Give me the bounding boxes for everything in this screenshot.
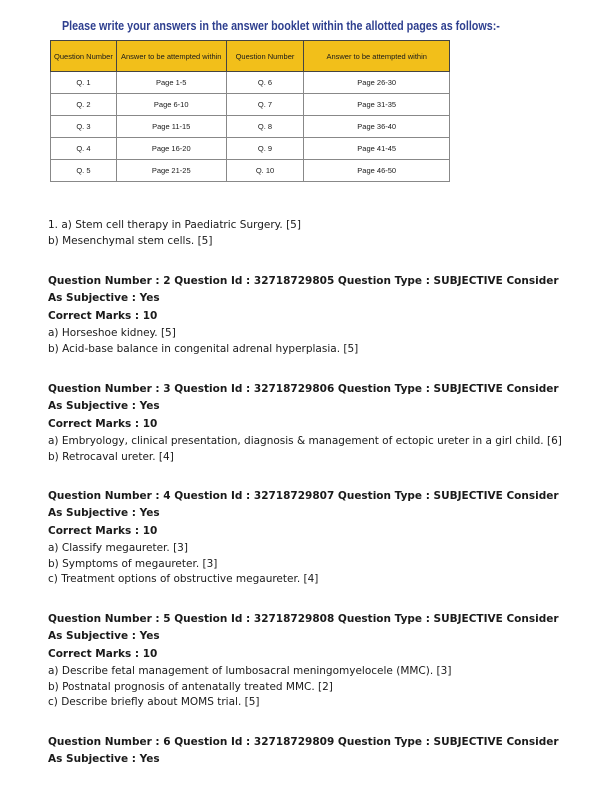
question-3	[48, 381, 568, 465]
table-row	[51, 94, 450, 116]
question-part: a) Horseshoe kidney. [5]	[48, 327, 176, 339]
table-cell: Q. 4	[51, 138, 117, 160]
header-answer-pages: Answer to be attempted within	[116, 41, 226, 72]
question-6	[48, 734, 568, 767]
table-cell: Q. 2	[51, 94, 117, 116]
question-part: 1. a) Stem cell therapy in Paediatric Surgery. [5]	[48, 219, 301, 231]
table-cell: Q. 9	[226, 138, 304, 160]
header-answer-pages: Answer to be attempted within	[304, 41, 450, 72]
table-cell: Page 36-40	[304, 116, 450, 138]
question-part: b) Retrocaval ureter. [4]	[48, 450, 174, 463]
question-1	[48, 218, 301, 249]
correct-marks: Correct Marks : 10	[48, 525, 158, 537]
table-cell: Page 26-30	[304, 72, 450, 94]
table-cell: Q. 1	[51, 72, 117, 94]
table-row	[51, 72, 450, 94]
allocation-table-header	[51, 41, 450, 72]
table-cell: Page 31-35	[304, 94, 450, 116]
question-part: a) Describe fetal management of lumbosacral meningomyelocele (MMC). [3]	[48, 665, 452, 677]
table-cell: Page 46-50	[304, 160, 450, 182]
question-part: b) Mesenchymal stem cells. [5]	[48, 234, 213, 247]
table-cell: Page 41-45	[304, 138, 450, 160]
header-question-number: Question Number	[226, 41, 304, 72]
table-cell: Page 16-20	[116, 138, 226, 160]
question-part: a) Embryology, clinical presentation, diagnosis & management of ectopic ureter in a girl child. [6]	[48, 435, 562, 447]
correct-marks: Correct Marks : 10	[48, 310, 158, 322]
question-5	[48, 611, 568, 711]
header-question-number: Question Number	[51, 41, 117, 72]
table-cell: Page 11-15	[116, 116, 226, 138]
question-header: Question Number : 6 Question Id : 32718729809 Question Type : SUBJECTIVE Consider As Subjective : Yes	[48, 736, 559, 765]
question-part: b) Acid-base balance in congenital adrenal hyperplasia. [5]	[48, 342, 359, 355]
page-heading: Please write your answers in the answer booklet within the allotted pages as follows:-	[62, 19, 500, 33]
table-row	[51, 138, 450, 160]
question-2	[48, 273, 568, 357]
table-cell: Q. 6	[226, 72, 304, 94]
question-4	[48, 488, 568, 588]
table-row	[51, 160, 450, 182]
question-part: c) Treatment options of obstructive megaureter. [4]	[48, 573, 319, 585]
table-cell: Page 1-5	[116, 72, 226, 94]
table-cell: Q. 3	[51, 116, 117, 138]
table-row	[51, 116, 450, 138]
question-part: b) Symptoms of megaureter. [3]	[48, 557, 218, 570]
table-cell: Page 21-25	[116, 160, 226, 182]
table-cell: Page 6-10	[116, 94, 226, 116]
question-header: Question Number : 3 Question Id : 32718729806 Question Type : SUBJECTIVE Consider As Subjective : Yes	[48, 383, 559, 412]
table-cell: Q. 8	[226, 116, 304, 138]
question-part: a) Classify megaureter. [3]	[48, 542, 188, 554]
table-cell: Q. 7	[226, 94, 304, 116]
table-cell: Q. 5	[51, 160, 117, 182]
table-cell: Q. 10	[226, 160, 304, 182]
correct-marks: Correct Marks : 10	[48, 648, 158, 660]
allocation-table	[50, 40, 450, 182]
question-header: Question Number : 5 Question Id : 32718729808 Question Type : SUBJECTIVE Consider As Subjective : Yes	[48, 613, 559, 642]
correct-marks: Correct Marks : 10	[48, 418, 158, 430]
question-part: c) Describe briefly about MOMS trial. [5]	[48, 696, 260, 708]
question-header: Question Number : 2 Question Id : 32718729805 Question Type : SUBJECTIVE Consider As Subjective : Yes	[48, 275, 559, 304]
question-part: b) Postnatal prognosis of antenatally treated MMC. [2]	[48, 680, 333, 693]
question-header: Question Number : 4 Question Id : 32718729807 Question Type : SUBJECTIVE Consider As Subjective : Yes	[48, 490, 559, 519]
